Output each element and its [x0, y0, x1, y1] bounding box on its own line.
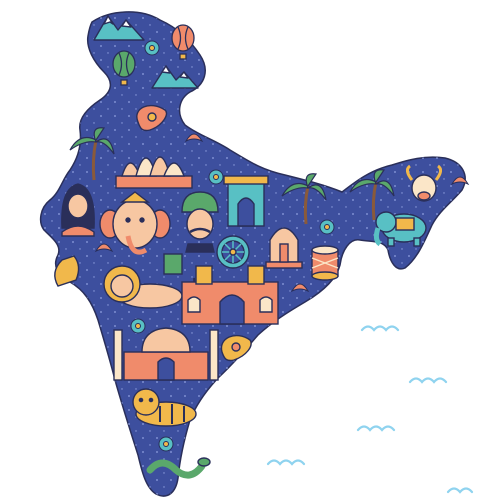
- india-gate-icon: [224, 176, 268, 226]
- wave-icon: [268, 327, 472, 493]
- land-dot-texture: [41, 12, 465, 496]
- dharma-wheel-icon: [217, 236, 249, 268]
- drum-icon: [312, 246, 338, 280]
- india-landmass: [41, 12, 465, 496]
- woman-portrait-icon: [62, 184, 94, 236]
